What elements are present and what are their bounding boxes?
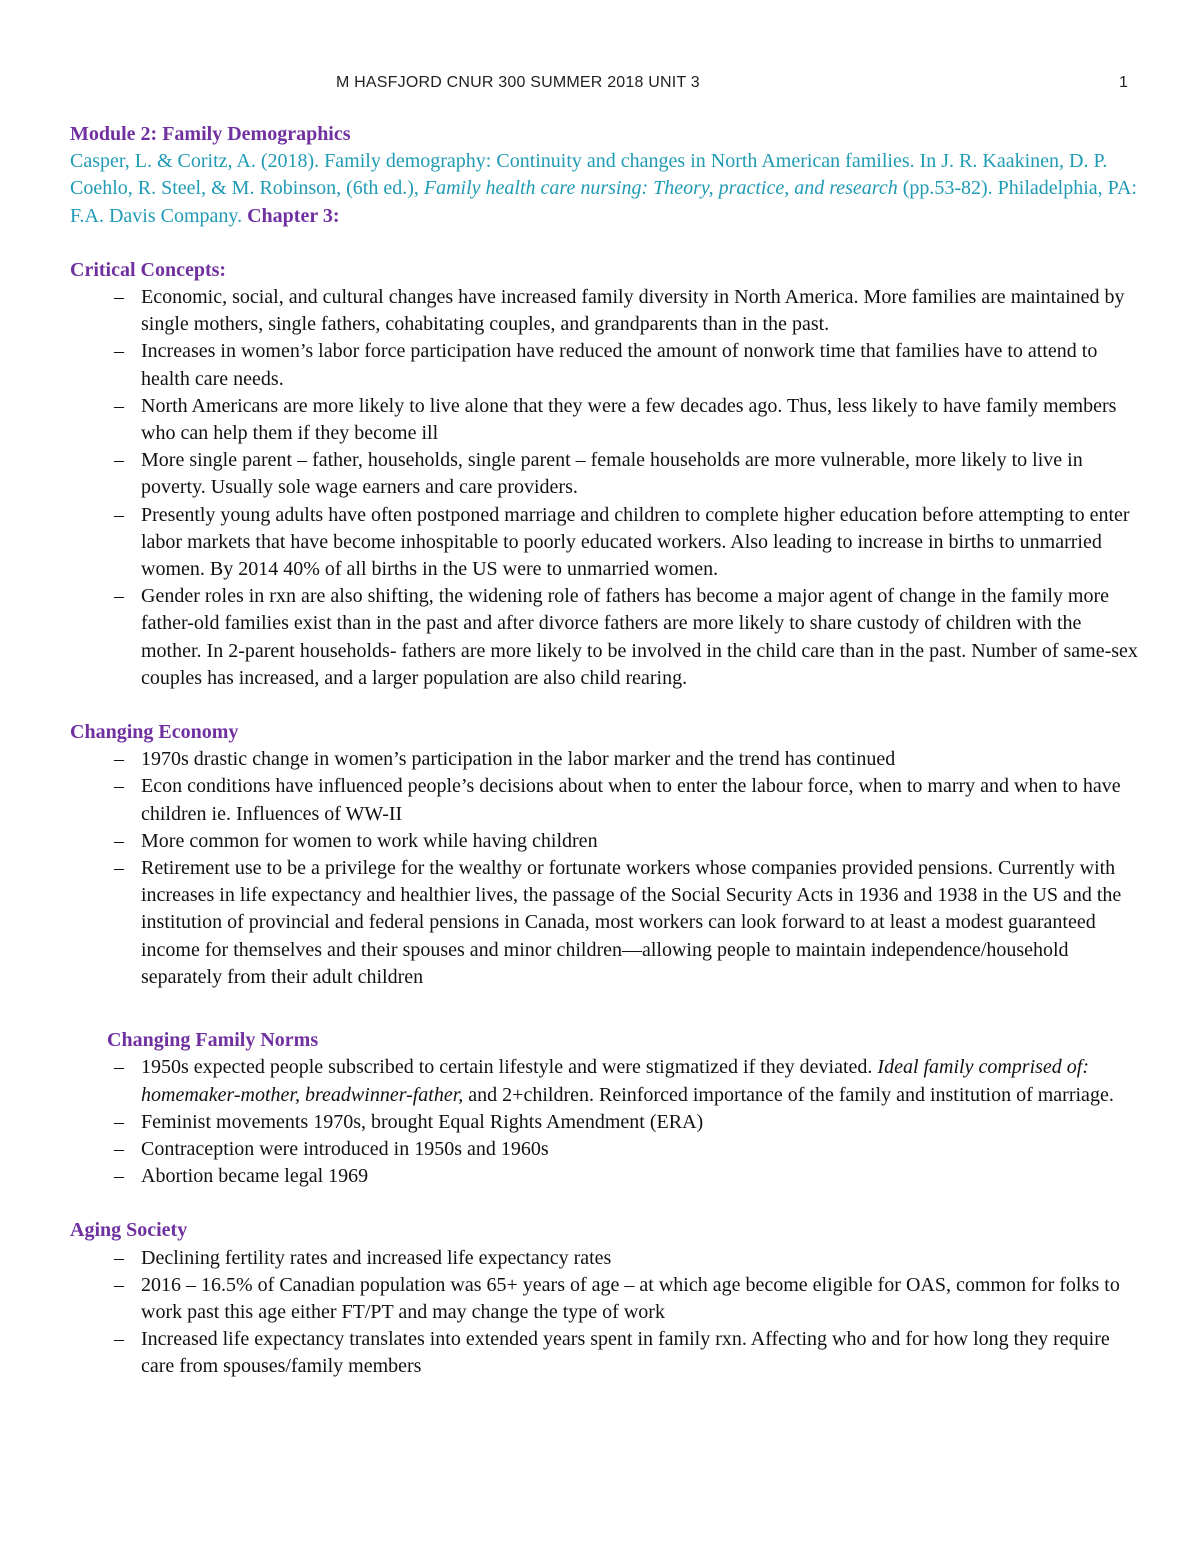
list-item: – 2016 – 16.5% of Canadian population was 65+ years of age – at which age become eligible for OAS, common for folks to work past this age either FT/PT and may change the type of work xyxy=(70,1272,1140,1326)
norms-item1-end: and 2+children. Reinforced importance of the family and institution of marriage. xyxy=(463,1083,1114,1106)
list-item: – 1970s drastic change in women’s participation in the labor marker and the trend has continued xyxy=(70,746,1140,773)
list-item: – More single parent – father, households, single parent – female households are more vulnerable, more likely to live in poverty. Usually sole wage earners and care providers. xyxy=(70,447,1140,501)
list-item: – Econ conditions have influenced people’s decisions about when to enter the labour force, when to marry and when to have children ie. Influences of WW-II xyxy=(70,773,1140,827)
norms-item1-start: 1950s expected people subscribed to certain lifestyle and were stigmatized if they deviated. xyxy=(141,1056,878,1079)
aging-society-list xyxy=(70,1245,1140,1381)
list-item: – Gender roles in rxn are also shifting, the widening role of fathers has become a major agent of change in the family more father-old families exist than in the past and after divorce fathers are more likely to share custody of children with the mother. In 2-parent households- fathers are more likely to be involved in the child care than in the past. Number of same-sex couples has increased, and a larger population are also child rearing. xyxy=(70,583,1140,692)
running-header xyxy=(0,74,1200,98)
citation-book-title: Family health care nursing: Theory, practice, and research xyxy=(423,177,898,200)
critical-concepts-list xyxy=(70,284,1140,692)
list-item: – Contraception were introduced in 1950s and 1960s xyxy=(70,1136,1140,1163)
list-item: – Abortion became legal 1969 xyxy=(70,1163,1140,1190)
list-item: – Increased life expectancy translates into extended years spent in family rxn. Affecting who and for how long they require care from spouses/family members xyxy=(70,1326,1140,1380)
citation-chapter: Chapter 3: xyxy=(247,204,340,227)
list-item: – Retirement use to be a privilege for the wealthy or fortunate workers whose companies provided pensions. Currently with increases in life expectancy and healthier lives, the passage of the Social Security Acts in 1936 and 1938 in the US and the institution of provincial and federal pensions in Canada, most workers can look forward to at least a modest guaranteed income for themselves and their spouses and minor children—allowing people to maintain independence/household separately from their adult children xyxy=(70,855,1140,991)
list-item: – North Americans are more likely to live alone that they were a few decades ago. Thus, less likely to have family members who can help them if they become ill xyxy=(70,393,1140,447)
list-item: – Feminist movements 1970s, brought Equal Rights Amendment (ERA) xyxy=(70,1109,1140,1136)
citation-text-part2: (pp.53-82). Philadelphia, PA: F.A. Davis Company. xyxy=(70,177,1137,227)
changing-family-norms-list xyxy=(70,1054,1140,1190)
running-head-text: M HASFJORD CNUR 300 SUMMER 2018 UNIT 3 xyxy=(336,74,700,91)
list-item: – Presently young adults have often postponed marriage and children to complete higher education before attempting to enter labor markets that have become inhospitable to poorly educated workers. Also leading to increase in births to unmarried women. By 2014 40% of all births in the US were to unmarried women. xyxy=(70,502,1140,584)
section-heading-critical-concepts: Critical Concepts: xyxy=(70,258,227,281)
section-heading-changing-economy: Changing Economy xyxy=(70,721,239,744)
page-number: 1 xyxy=(1119,74,1128,91)
citation-text-part1: Casper, L. & Coritz, A. (2018). Family demography: Continuity and changes in North American families. In J. R. Kaakinen, D. P. Coehlo, R. Steel, & M. Robinson, (6th ed.), xyxy=(70,150,1108,200)
list-item: – Economic, social, and cultural changes have increased family diversity in North America. More families are maintained by single mothers, single fathers, cohabitating couples, and grandparents than in the past. xyxy=(70,284,1140,338)
norms-item1-italic: Ideal family comprised of: homemaker-mother, breadwinner-father, xyxy=(141,1056,1090,1106)
module-title: Module 2: Family Demographics xyxy=(70,123,351,145)
section-heading-changing-family-norms: Changing Family Norms xyxy=(107,1029,319,1052)
list-item: – Increases in women’s labor force participation have reduced the amount of nonwork time that families have to attend to health care needs. xyxy=(70,338,1140,392)
document-body xyxy=(70,121,1140,1381)
list-item: – Declining fertility rates and increased life expectancy rates xyxy=(70,1245,1140,1272)
section-heading-aging-society: Aging Society xyxy=(70,1219,188,1242)
list-item: – More common for women to work while having children xyxy=(70,828,1140,855)
citation xyxy=(70,148,1140,230)
changing-economy-list xyxy=(70,746,1140,991)
list-item xyxy=(70,1054,1140,1108)
